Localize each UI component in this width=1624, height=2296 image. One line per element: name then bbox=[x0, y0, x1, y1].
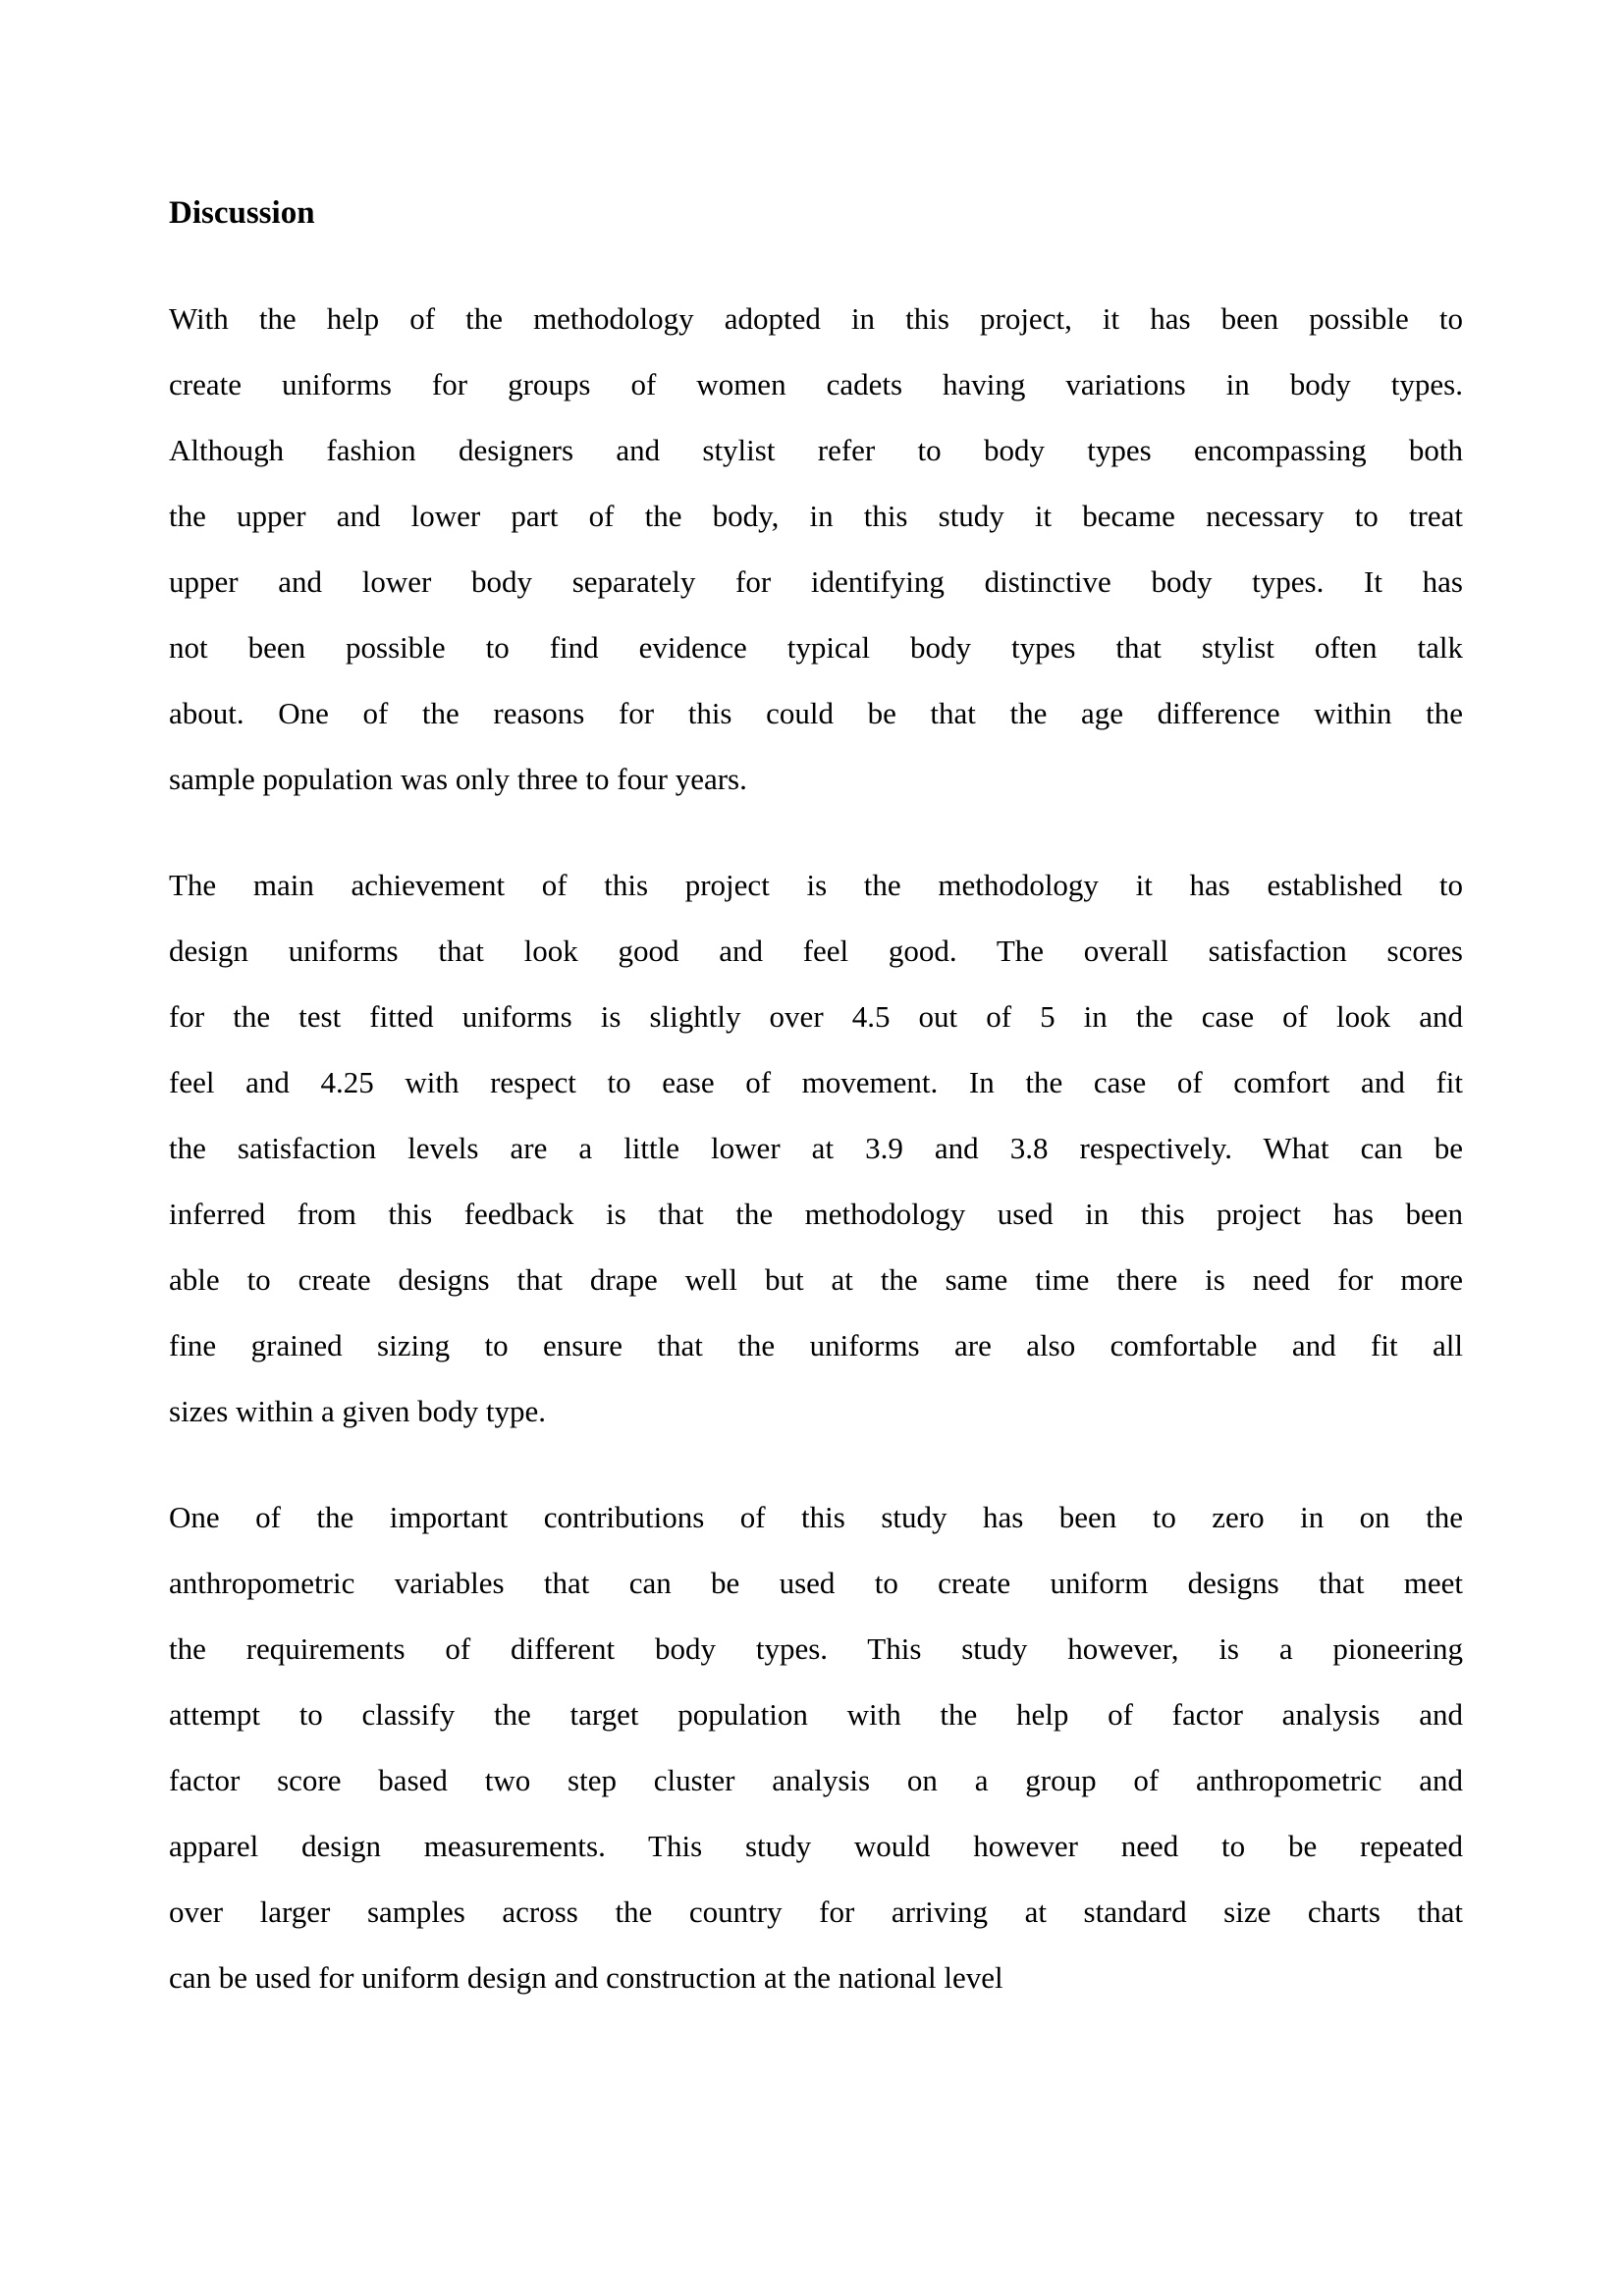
text-line: One of the important contributions of this study has been to zero in on the bbox=[169, 1500, 1463, 1534]
text-line: not been possible to find evidence typical body types that stylist often talk bbox=[169, 630, 1463, 665]
text-line: over larger samples across the country for arriving at standard size charts that bbox=[169, 1895, 1463, 1929]
text-line: the satisfaction levels are a little lower at 3.9 and 3.8 respectively. What can be bbox=[169, 1131, 1463, 1165]
text-line: apparel design measurements. This study would however need to be repeated bbox=[169, 1829, 1463, 1863]
text-line: sizes within a given body type. bbox=[169, 1394, 546, 1428]
text-line: design uniforms that look good and feel good. The overall satisfaction scores bbox=[169, 934, 1463, 968]
text-line: able to create designs that drape well but at the same time there is need for more bbox=[169, 1262, 1463, 1297]
text-line: create uniforms for groups of women cadets having variations in body types. bbox=[169, 367, 1463, 401]
text-line: Although fashion designers and stylist refer to body types encompassing both bbox=[169, 433, 1463, 467]
section-heading: Discussion bbox=[169, 195, 315, 231]
text-line: factor score based two step cluster analysis on a group of anthropometric and bbox=[169, 1763, 1463, 1797]
text-line: the upper and lower part of the body, in this study it became necessary to treat bbox=[169, 499, 1463, 533]
text-line: the requirements of different body types. This study however, is a pioneering bbox=[169, 1631, 1463, 1666]
paragraph-achievement bbox=[169, 852, 1463, 1444]
text-line: anthropometric variables that can be used to create uniform designs that meet bbox=[169, 1566, 1463, 1600]
text-line: sample population was only three to four years. bbox=[169, 762, 747, 796]
text-line: The main achievement of this project is the methodology it has established to bbox=[169, 868, 1463, 902]
text-line: for the test fitted uniforms is slightly over 4.5 out of 5 in the case of look and bbox=[169, 999, 1463, 1034]
text-line: fine grained sizing to ensure that the uniforms are also comfortable and fit all bbox=[169, 1328, 1463, 1362]
paragraph-contributions bbox=[169, 1484, 1463, 2010]
text-line: attempt to classify the target population with the help of factor analysis and bbox=[169, 1697, 1463, 1732]
text-line: With the help of the methodology adopted in this project, it has been possible to bbox=[169, 301, 1463, 336]
text-line: about. One of the reasons for this could be that the age difference within the bbox=[169, 696, 1463, 730]
text-line: feel and 4.25 with respect to ease of movement. In the case of comfort and fit bbox=[169, 1065, 1463, 1099]
text-line: upper and lower body separately for identifying distinctive body types. It has bbox=[169, 564, 1463, 599]
text-line: inferred from this feedback is that the methodology used in this project has been bbox=[169, 1197, 1463, 1231]
paragraph-methodology bbox=[169, 286, 1463, 812]
text-line: can be used for uniform design and construction at the national level bbox=[169, 1960, 1003, 1995]
